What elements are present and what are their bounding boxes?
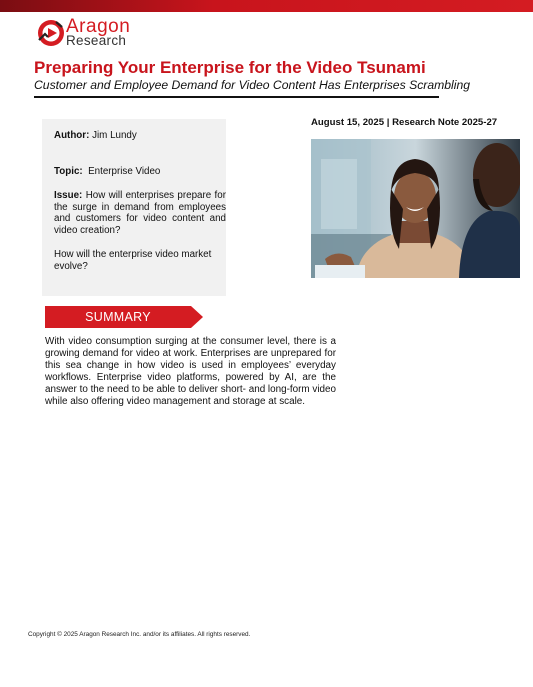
title-underline bbox=[34, 96, 439, 98]
author-name: Jim Lundy bbox=[92, 130, 137, 141]
report-title: Preparing Your Enterprise for the Video Tsunami bbox=[34, 58, 426, 77]
market-question: How will the enterprise video market evolve? bbox=[54, 249, 212, 272]
logo-wordmark: Aragon bbox=[66, 16, 131, 37]
date-research-note: August 15, 2025 | Research Note 2025-27 bbox=[311, 117, 498, 128]
photo-illustration bbox=[311, 139, 520, 278]
issue-text: How will enterprises prepare for the surge in demand from employees and customers for video content and video creation? bbox=[54, 190, 226, 236]
author-label: Author: bbox=[54, 130, 90, 141]
issue-line bbox=[54, 190, 226, 236]
summary-banner bbox=[45, 306, 203, 328]
logo-subtext: Research bbox=[66, 33, 127, 48]
topic-label: Topic: bbox=[54, 166, 83, 177]
info-box bbox=[42, 119, 226, 296]
summary-body: With video consumption surging at the consumer level, there is a growing demand for video at work. Enterprises are unprepared for this sea change in how video is used in employees’ everyday workflows. Enterprise video platforms, powered by AI, are the answer to the need to be able to deliver short- and long-form video while also offering video management and storage at scale. bbox=[45, 336, 336, 407]
issue-label: Issue: bbox=[54, 190, 83, 201]
business-meeting-photo bbox=[311, 139, 520, 278]
author-line bbox=[54, 130, 226, 142]
top-accent-bar bbox=[0, 0, 533, 12]
aragon-logo-mark-icon bbox=[36, 18, 66, 48]
copyright-footer: Copyright © 2025 Aragon Research Inc. and/or its affiliates. All rights reserved. bbox=[28, 631, 251, 638]
topic-line bbox=[54, 166, 226, 178]
summary-heading: SUMMARY bbox=[85, 310, 151, 324]
aragon-logo bbox=[36, 18, 146, 50]
topic-value: Enterprise Video bbox=[88, 166, 161, 177]
report-subtitle: Customer and Employee Demand for Video Content Has Enterprises Scrambling bbox=[34, 78, 471, 92]
